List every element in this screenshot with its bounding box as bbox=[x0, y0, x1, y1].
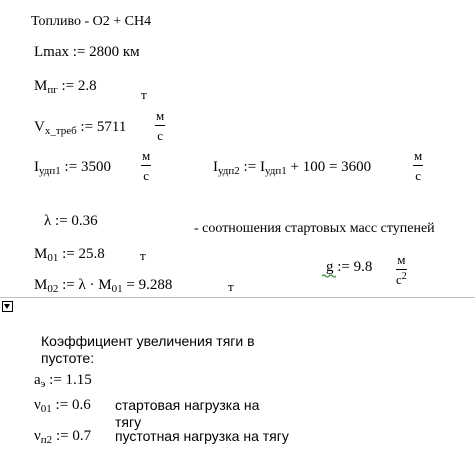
g-symbol: g bbox=[326, 259, 334, 275]
m02-lambda: λ · bbox=[78, 277, 95, 293]
m02-definition[interactable] bbox=[34, 277, 172, 294]
ae-assign: := bbox=[49, 372, 62, 388]
iud2-unit-denominator: с bbox=[415, 168, 421, 183]
ae-value: 1.15 bbox=[65, 372, 92, 388]
nu01-comment-line-1: стартовая нагрузка на bbox=[115, 397, 260, 413]
m02-unit: т bbox=[228, 279, 234, 294]
nup2-value: 0.7 bbox=[72, 428, 92, 444]
nup2-assign: := bbox=[55, 428, 69, 444]
iud1-unit-numerator: м bbox=[142, 148, 151, 163]
nu01-comment[interactable] bbox=[115, 397, 259, 431]
lambda-assign: := bbox=[55, 213, 68, 229]
iud1-definition[interactable] bbox=[34, 159, 111, 176]
m01-subscript: 01 bbox=[47, 252, 59, 264]
lmax-value: 2800 bbox=[89, 44, 120, 60]
region-divider bbox=[0, 297, 475, 298]
lmax-symbol: Lmax bbox=[34, 44, 69, 60]
lambda-comment[interactable]: - соотношения стартовых масс ступеней bbox=[194, 221, 435, 236]
mpg-definition[interactable] bbox=[34, 78, 97, 95]
m02-equals: = bbox=[126, 277, 135, 293]
g-unit-bar bbox=[396, 269, 407, 270]
m02-assign: := bbox=[62, 277, 75, 293]
mpg-unit: т bbox=[141, 87, 147, 102]
section-heading-line-2: пустоте: bbox=[41, 350, 95, 366]
iud1-value: 3500 bbox=[80, 159, 111, 175]
m01-symbol: M bbox=[34, 246, 48, 262]
iud1-symbol: I bbox=[34, 159, 39, 175]
iud2-unit-bar bbox=[413, 165, 423, 166]
iud1-assign: := bbox=[64, 159, 78, 175]
nu01-value: 0.6 bbox=[71, 397, 91, 413]
lmax-unit: км bbox=[122, 44, 140, 60]
iud2-unit-fraction bbox=[413, 148, 423, 184]
vx-unit-denominator: с bbox=[157, 128, 163, 143]
iud2-ref-symbol: I bbox=[259, 159, 265, 175]
iud2-expression: + 100 = bbox=[290, 159, 338, 175]
g-assign: := bbox=[337, 259, 350, 275]
g-value: 9.8 bbox=[353, 259, 373, 275]
nup2-symbol: ν bbox=[34, 428, 41, 444]
iud1-subscript: удп1 bbox=[39, 165, 61, 177]
ae-definition[interactable] bbox=[34, 372, 92, 389]
worksheet-title: Топливо - O2 + CH4 bbox=[31, 14, 152, 29]
section-heading[interactable] bbox=[41, 333, 255, 367]
g-unit-power: 2 bbox=[401, 271, 407, 282]
nu01-symbol: ν bbox=[34, 397, 41, 413]
m02-subscript: 02 bbox=[47, 283, 59, 295]
iud2-ref-subscript: удп1 bbox=[264, 165, 287, 177]
iud1-unit-fraction bbox=[141, 148, 151, 184]
collapse-arrow-icon[interactable] bbox=[2, 301, 13, 312]
ae-subscript: э bbox=[40, 378, 46, 390]
iud2-subscript: удп2 bbox=[218, 165, 240, 177]
iud2-result: 3600 bbox=[341, 159, 372, 175]
mpg-value: 2.8 bbox=[77, 78, 97, 94]
iud2-definition[interactable] bbox=[213, 159, 371, 176]
nup2-comment[interactable]: пустотная нагрузка на тягу bbox=[115, 428, 289, 444]
mpg-assign: := bbox=[61, 78, 75, 94]
iud1-unit-denominator: с bbox=[143, 168, 149, 183]
iud2-symbol: I bbox=[213, 159, 218, 175]
nu01-assign: := bbox=[55, 397, 69, 413]
g-unit-fraction bbox=[396, 252, 407, 288]
vx-subscript: x_треб bbox=[44, 125, 77, 137]
vx-assign: := bbox=[80, 119, 94, 135]
m02-symbol: M bbox=[34, 277, 48, 293]
vx-unit-fraction bbox=[155, 108, 165, 144]
iud2-unit-numerator: м bbox=[414, 148, 423, 163]
m01-assign: := bbox=[62, 246, 75, 262]
nu01-definition[interactable] bbox=[34, 397, 91, 414]
nu01-comment-line-2: тягу bbox=[115, 414, 142, 430]
vx-unit-bar bbox=[155, 125, 165, 126]
vx-value: 5711 bbox=[96, 119, 127, 135]
mpg-subscript: пг bbox=[47, 84, 58, 96]
lambda-value: 0.36 bbox=[71, 213, 98, 229]
m01-unit: т bbox=[140, 248, 146, 263]
nup2-subscript: п2 bbox=[40, 434, 53, 446]
lmax-assign: := bbox=[72, 44, 86, 60]
m01-definition[interactable] bbox=[34, 246, 105, 263]
nu01-subscript: 01 bbox=[40, 403, 52, 415]
iud2-assign: := bbox=[243, 159, 257, 175]
ae-symbol: a bbox=[34, 372, 41, 388]
g-unit-numerator: м bbox=[397, 252, 406, 267]
nup2-definition[interactable] bbox=[34, 428, 91, 445]
lambda-definition[interactable] bbox=[44, 213, 98, 230]
vx-definition[interactable] bbox=[34, 119, 126, 136]
g-unit-denominator bbox=[396, 272, 407, 288]
auto-label-squiggle-icon bbox=[322, 274, 336, 278]
g-unit-base: с bbox=[396, 272, 402, 287]
lambda-symbol: λ bbox=[44, 213, 52, 229]
m02-ref-subscript: 01 bbox=[111, 283, 123, 295]
section-heading-line-1: Коэффициент увеличения тяги в bbox=[41, 333, 255, 349]
vx-symbol: V bbox=[34, 119, 45, 135]
lmax-definition[interactable] bbox=[34, 44, 140, 61]
m01-value: 25.8 bbox=[78, 246, 105, 262]
vx-unit-numerator: м bbox=[156, 108, 165, 123]
mpg-symbol: M bbox=[34, 78, 48, 94]
m02-ref-symbol: M bbox=[98, 277, 112, 293]
iud1-unit-bar bbox=[141, 165, 151, 166]
m02-result: 9.288 bbox=[138, 277, 173, 293]
